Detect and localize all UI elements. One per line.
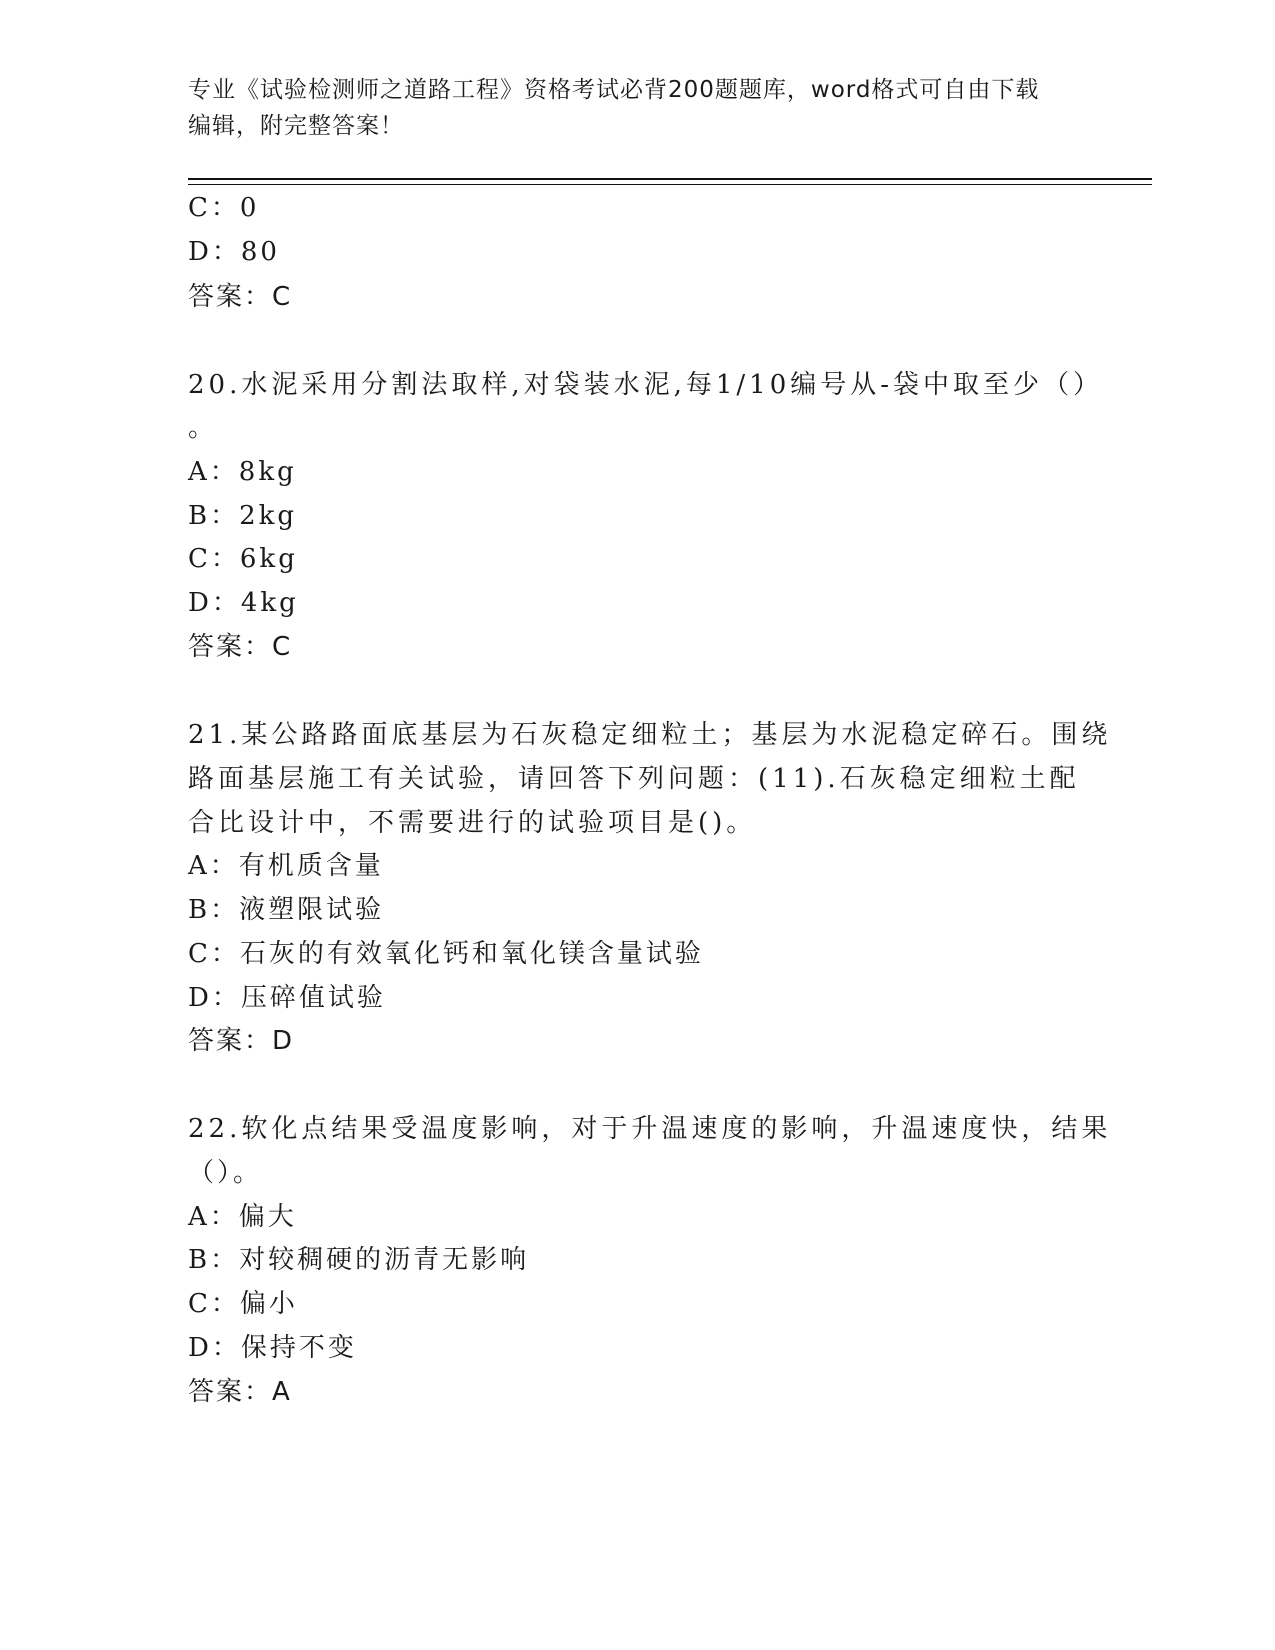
q20-answer: 答案：C <box>188 632 293 662</box>
q21-stem-line1: 21.某公路路面底基层为石灰稳定细粒土；基层为水泥稳定碎石。围绕 <box>188 720 1112 750</box>
header-divider-thin <box>188 184 1152 185</box>
prev-option-d: D：80 <box>188 237 280 267</box>
header-divider-thick <box>188 178 1152 180</box>
q21-stem-line3: 合比设计中，不需要进行的试验项目是()。 <box>188 808 757 838</box>
q22-answer: 答案：A <box>188 1377 292 1407</box>
q21-option-b: B：液塑限试验 <box>188 895 385 925</box>
q20-option-b: B：2kg <box>188 501 298 531</box>
q22-stem-line1: 22.软化点结果受温度影响，对于升温速度的影响，升温速度快，结果 <box>188 1114 1112 1144</box>
q22-option-c: C：偏小 <box>188 1289 298 1319</box>
q20-option-c: C：6kg <box>188 544 298 574</box>
header-title-line1: 专业《试验检测师之道路工程》资格考试必背200题题库，word格式可自由下载 <box>188 77 1040 103</box>
q20-option-a: A：8kg <box>188 457 297 487</box>
q22-option-b: B：对较稠硬的沥青无影响 <box>188 1245 530 1275</box>
q20-stem-line2: 。 <box>188 413 218 443</box>
q20-stem-line1: 20.水泥采用分割法取样,对袋装水泥,每1/10编号从-袋中取至少（） <box>188 370 1104 400</box>
q22-option-d: D：保持不变 <box>188 1333 357 1363</box>
prev-answer: 答案：C <box>188 282 293 312</box>
document-header <box>188 72 1088 144</box>
q21-option-a: A：有机质含量 <box>188 851 384 881</box>
q21-answer: 答案：D <box>188 1026 295 1056</box>
q21-stem-line2: 路面基层施工有关试验，请回答下列问题：(11).石灰稳定细粒土配 <box>188 764 1080 794</box>
q22-stem-line2: （）。 <box>188 1158 263 1188</box>
q20-option-d: D：4kg <box>188 588 299 618</box>
q22-option-a: A：偏大 <box>188 1202 297 1232</box>
q21-option-d: D：压碎值试验 <box>188 983 386 1013</box>
prev-option-c: C：0 <box>188 193 260 223</box>
q21-option-c: C：石灰的有效氧化钙和氧化镁含量试验 <box>188 939 704 969</box>
header-title-line2: 编辑，附完整答案！ <box>188 113 404 139</box>
